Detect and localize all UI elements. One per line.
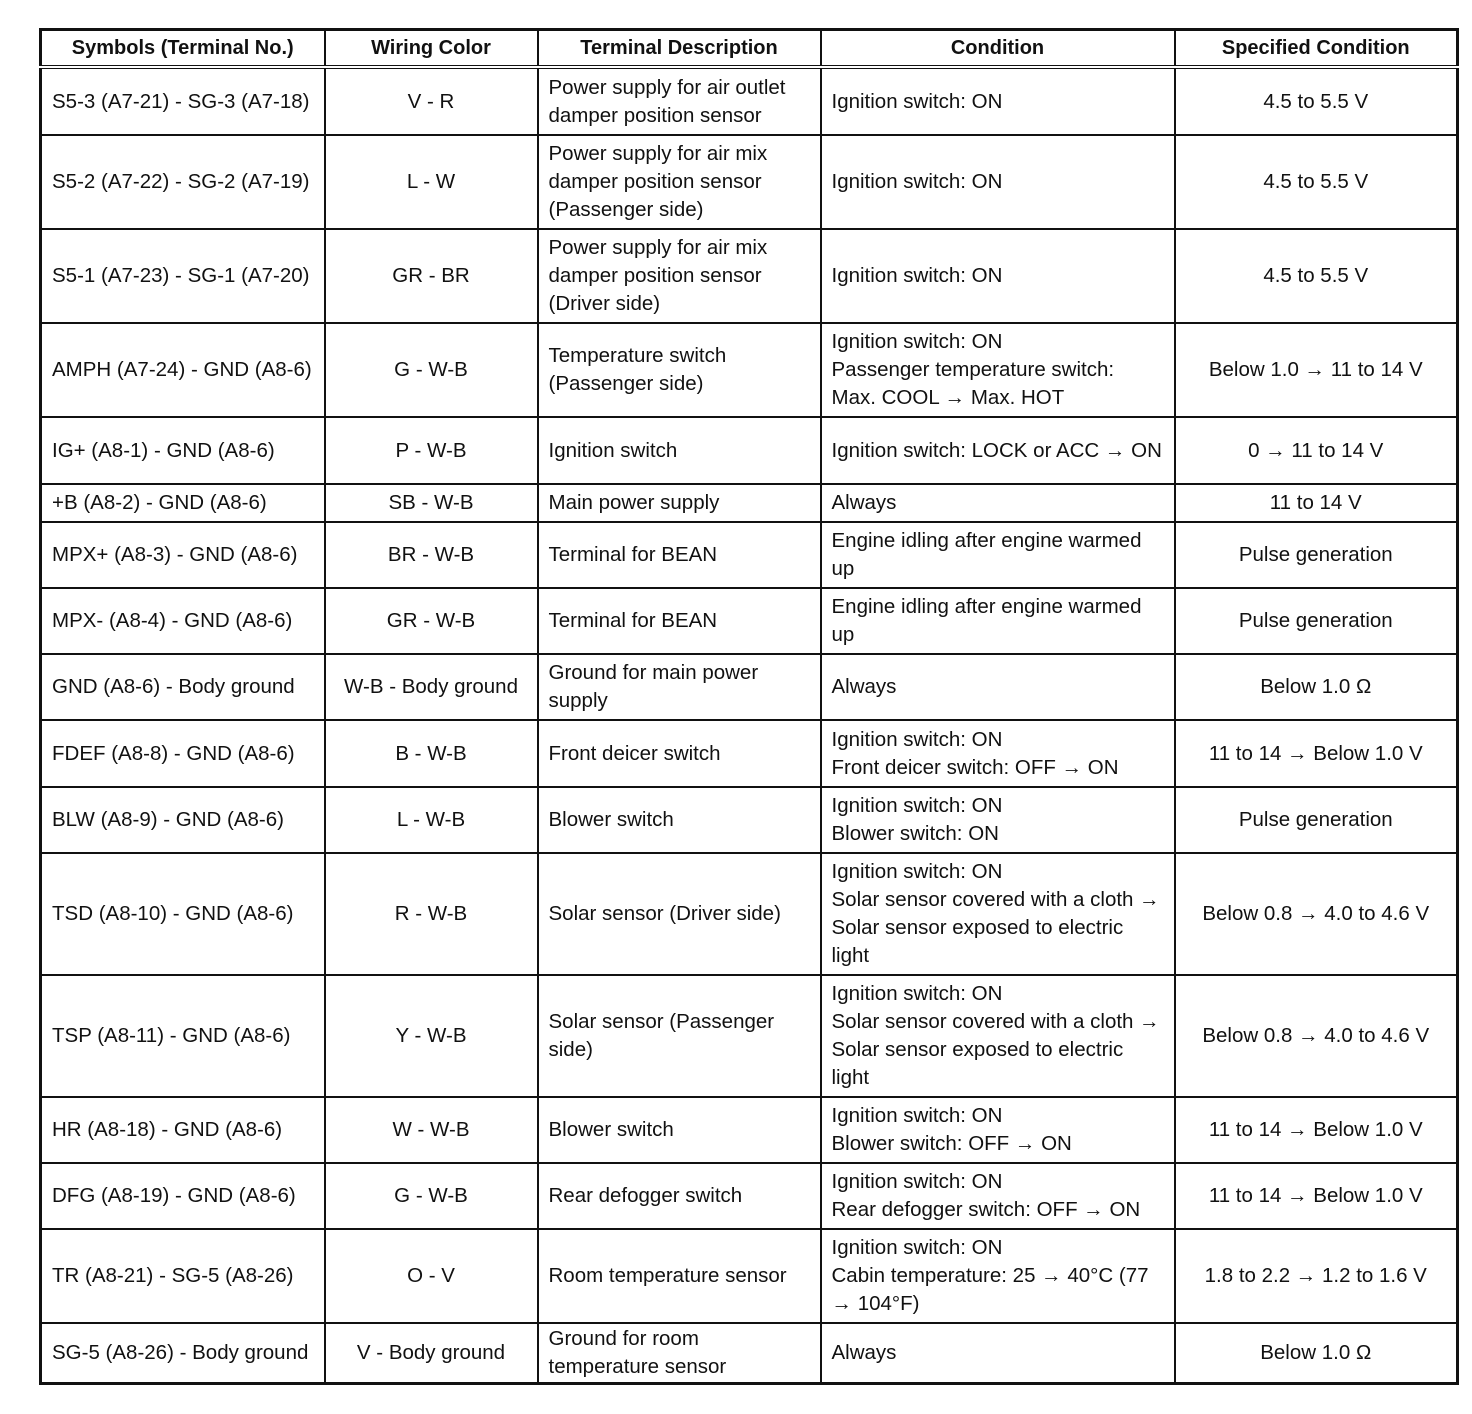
condition-line: Always xyxy=(831,1341,897,1364)
cell-condition xyxy=(821,1323,1175,1384)
cell-specified-condition: 0 → 11 to 14 V xyxy=(1175,417,1458,484)
cell-wiring-color: L - W-B xyxy=(325,787,538,853)
table-row xyxy=(41,975,1458,1097)
cell-condition xyxy=(821,853,1175,975)
condition-line: Solar sensor covered with a cloth → Solar sensor exposed to electric light xyxy=(831,888,1160,967)
header-row xyxy=(41,30,1458,68)
table-row xyxy=(41,1163,1458,1229)
cell-symbol: TSP (A8-11) - GND (A8-6) xyxy=(41,975,325,1097)
cell-wiring-color: W - W-B xyxy=(325,1097,538,1163)
cell-wiring-color: R - W-B xyxy=(325,853,538,975)
cell-description: Rear defogger switch xyxy=(538,1163,821,1229)
cell-symbol: AMPH (A7-24) - GND (A8-6) xyxy=(41,323,325,417)
cell-description: Blower switch xyxy=(538,1097,821,1163)
cell-specified-condition: Pulse generation xyxy=(1175,588,1458,654)
cell-condition xyxy=(821,654,1175,720)
cell-specified-condition: 11 to 14 → Below 1.0 V xyxy=(1175,720,1458,787)
cell-symbol: S5-2 (A7-22) - SG-2 (A7-19) xyxy=(41,135,325,229)
cell-condition xyxy=(821,67,1175,135)
cell-wiring-color: GR - BR xyxy=(325,229,538,323)
condition-line: Solar sensor covered with a cloth → Solar sensor exposed to electric light xyxy=(831,1010,1160,1089)
table-body xyxy=(41,67,1458,1384)
cell-description: Ground for main power supply xyxy=(538,654,821,720)
cell-condition xyxy=(821,720,1175,787)
cell-specified-condition: Below 1.0 Ω xyxy=(1175,654,1458,720)
cell-symbol: MPX+ (A8-3) - GND (A8-6) xyxy=(41,522,325,588)
cell-symbol: BLW (A8-9) - GND (A8-6) xyxy=(41,787,325,853)
cell-specified-condition: 4.5 to 5.5 V xyxy=(1175,229,1458,323)
cell-specified-condition: Pulse generation xyxy=(1175,787,1458,853)
condition-line: Front deicer switch: OFF → ON xyxy=(831,755,1119,779)
cell-specified-condition: Below 1.0 Ω xyxy=(1175,1323,1458,1384)
cell-description: Main power supply xyxy=(538,484,821,522)
cell-symbol: TSD (A8-10) - GND (A8-6) xyxy=(41,853,325,975)
cell-condition xyxy=(821,975,1175,1097)
cell-description: Ignition switch xyxy=(538,417,821,484)
cell-symbol: SG-5 (A8-26) - Body ground xyxy=(41,1323,325,1384)
cell-description: Power supply for air mix damper position sensor (Passenger side) xyxy=(538,135,821,229)
condition-line: Ignition switch: ON xyxy=(831,89,1003,113)
condition-line: Engine idling after engine warmed up xyxy=(831,529,1142,580)
cell-symbol: IG+ (A8-1) - GND (A8-6) xyxy=(41,417,325,484)
cell-wiring-color: B - W-B xyxy=(325,720,538,787)
table-row xyxy=(41,654,1458,720)
condition-line: Ignition switch: ON xyxy=(831,860,1003,883)
cell-symbol: +B (A8-2) - GND (A8-6) xyxy=(41,484,325,522)
cell-condition xyxy=(821,1163,1175,1229)
cell-wiring-color: BR - W-B xyxy=(325,522,538,588)
header-wiring-color: Wiring Color xyxy=(325,30,538,68)
cell-wiring-color: Y - W-B xyxy=(325,975,538,1097)
cell-specified-condition: 11 to 14 → Below 1.0 V xyxy=(1175,1097,1458,1163)
cell-description: Blower switch xyxy=(538,787,821,853)
cell-description: Temperature switch (Passenger side) xyxy=(538,323,821,417)
cell-condition xyxy=(821,135,1175,229)
condition-line: Ignition switch: ON xyxy=(831,794,1003,817)
cell-symbol: S5-3 (A7-21) - SG-3 (A7-18) xyxy=(41,67,325,135)
condition-line: Ignition switch: ON xyxy=(831,982,1003,1005)
table-row xyxy=(41,853,1458,975)
condition-line: Cabin temperature: 25 → 40°C (77 → 104°F) xyxy=(831,1264,1149,1315)
condition-line: Ignition switch: ON xyxy=(831,1170,1003,1193)
cell-wiring-color: GR - W-B xyxy=(325,588,538,654)
cell-description: Front deicer switch xyxy=(538,720,821,787)
cell-condition xyxy=(821,1229,1175,1323)
cell-symbol: TR (A8-21) - SG-5 (A8-26) xyxy=(41,1229,325,1323)
cell-specified-condition: Pulse generation xyxy=(1175,522,1458,588)
table-row xyxy=(41,67,1458,135)
condition-line: Ignition switch: ON xyxy=(831,170,1003,193)
cell-description: Ground for room temperature sensor xyxy=(538,1323,821,1384)
cell-specified-condition: 4.5 to 5.5 V xyxy=(1175,135,1458,229)
cell-condition xyxy=(821,417,1175,484)
cell-condition xyxy=(821,484,1175,522)
table-row xyxy=(41,323,1458,417)
cell-wiring-color: G - W-B xyxy=(325,1163,538,1229)
cell-specified-condition: Below 1.0 → 11 to 14 V xyxy=(1175,323,1458,417)
header-terminal-description: Terminal Description xyxy=(538,30,821,68)
condition-line: Rear defogger switch: OFF → ON xyxy=(831,1198,1141,1221)
cell-description: Terminal for BEAN xyxy=(538,522,821,588)
cell-condition xyxy=(821,229,1175,323)
cell-specified-condition: 11 to 14 → Below 1.0 V xyxy=(1175,1163,1458,1229)
condition-line: Ignition switch: ON xyxy=(831,1236,1003,1259)
cell-symbol: GND (A8-6) - Body ground xyxy=(41,654,325,720)
condition-line: Ignition switch: ON xyxy=(831,264,1003,287)
condition-line: Ignition switch: ON xyxy=(831,330,1003,353)
cell-symbol: FDEF (A8-8) - GND (A8-6) xyxy=(41,720,325,787)
cell-wiring-color: P - W-B xyxy=(325,417,538,484)
cell-description: Room temperature sensor xyxy=(538,1229,821,1323)
header-condition: Condition xyxy=(821,30,1175,68)
table-row xyxy=(41,1229,1458,1323)
cell-symbol: DFG (A8-19) - GND (A8-6) xyxy=(41,1163,325,1229)
cell-condition xyxy=(821,323,1175,417)
condition-line: Ignition switch: LOCK or ACC → ON xyxy=(831,438,1162,462)
cell-specified-condition: 1.8 to 2.2 → 1.2 to 1.6 V xyxy=(1175,1229,1458,1323)
table-row xyxy=(41,1323,1458,1384)
table-row xyxy=(41,417,1458,484)
cell-wiring-color: W-B - Body ground xyxy=(325,654,538,720)
cell-wiring-color: G - W-B xyxy=(325,323,538,417)
cell-wiring-color: V - R xyxy=(325,67,538,135)
table-row xyxy=(41,135,1458,229)
cell-description: Solar sensor (Driver side) xyxy=(538,853,821,975)
condition-line: Engine idling after engine warmed up xyxy=(831,595,1142,646)
table-row xyxy=(41,229,1458,323)
cell-specified-condition: Below 0.8 → 4.0 to 4.6 V xyxy=(1175,853,1458,975)
cell-wiring-color: L - W xyxy=(325,135,538,229)
cell-specified-condition: 11 to 14 V xyxy=(1175,484,1458,522)
cell-symbol: MPX- (A8-4) - GND (A8-6) xyxy=(41,588,325,654)
table-row xyxy=(41,787,1458,853)
cell-wiring-color: V - Body ground xyxy=(325,1323,538,1384)
cell-wiring-color: SB - W-B xyxy=(325,484,538,522)
condition-line: Always xyxy=(831,675,897,698)
terminal-spec-table xyxy=(39,28,1459,1385)
terminal-spec-sheet xyxy=(39,28,1456,1385)
cell-description: Power supply for air mix damper position sensor (Driver side) xyxy=(538,229,821,323)
cell-description: Power supply for air outlet damper position sensor xyxy=(538,67,821,135)
header-specified-condition: Specified Condition xyxy=(1175,30,1458,68)
table-row xyxy=(41,588,1458,654)
condition-line: Blower switch: OFF → ON xyxy=(831,1132,1072,1155)
table-row xyxy=(41,522,1458,588)
cell-specified-condition: Below 0.8 → 4.0 to 4.6 V xyxy=(1175,975,1458,1097)
cell-symbol: HR (A8-18) - GND (A8-6) xyxy=(41,1097,325,1163)
condition-line: Ignition switch: ON xyxy=(831,1104,1003,1127)
table-row xyxy=(41,1097,1458,1163)
condition-line: Blower switch: ON xyxy=(831,822,999,845)
cell-condition xyxy=(821,787,1175,853)
table-row xyxy=(41,720,1458,787)
cell-condition xyxy=(821,588,1175,654)
cell-wiring-color: O - V xyxy=(325,1229,538,1323)
cell-specified-condition: 4.5 to 5.5 V xyxy=(1175,67,1458,135)
condition-line: Passenger temperature switch: Max. COOL → Max. HOT xyxy=(831,358,1115,409)
condition-line: Ignition switch: ON xyxy=(831,727,1003,751)
table-row xyxy=(41,484,1458,522)
cell-description: Solar sensor (Passenger side) xyxy=(538,975,821,1097)
cell-condition xyxy=(821,522,1175,588)
cell-condition xyxy=(821,1097,1175,1163)
condition-line: Always xyxy=(831,491,897,514)
cell-symbol: S5-1 (A7-23) - SG-1 (A7-20) xyxy=(41,229,325,323)
cell-description: Terminal for BEAN xyxy=(538,588,821,654)
header-symbols: Symbols (Terminal No.) xyxy=(41,30,325,68)
